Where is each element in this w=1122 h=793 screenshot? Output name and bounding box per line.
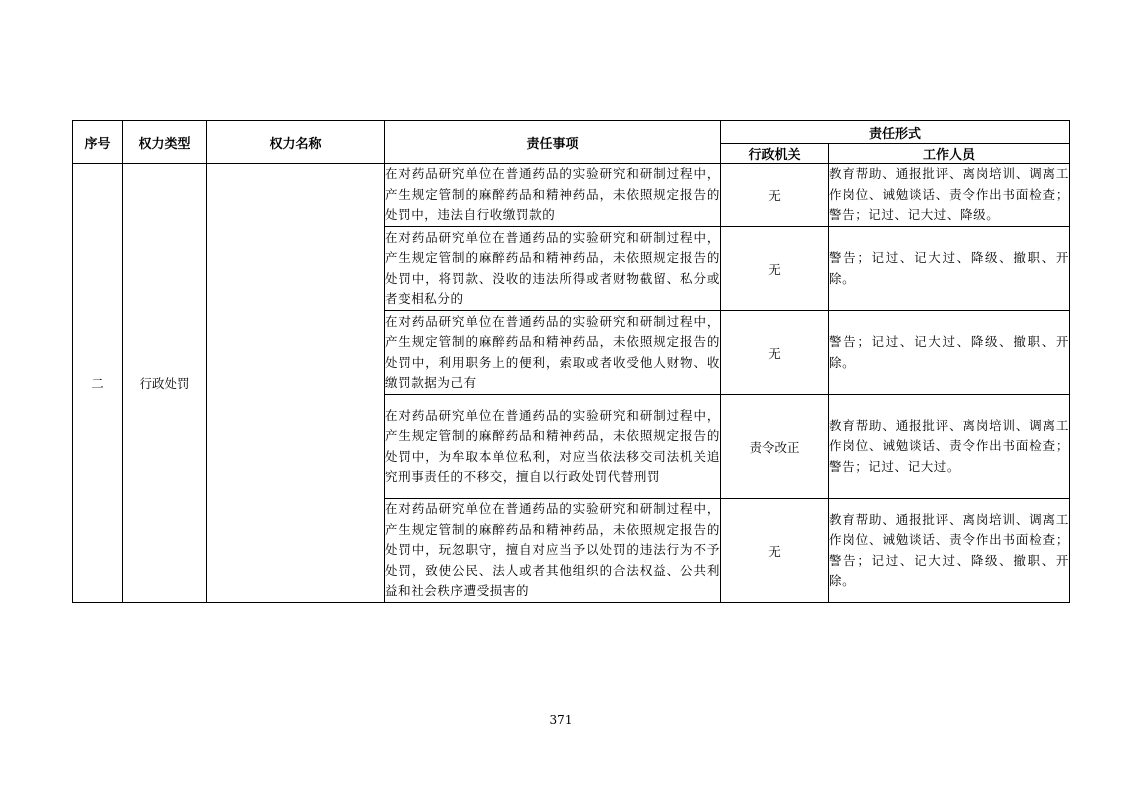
header-matter: 责任事项 [385, 121, 721, 164]
agency-cell: 无 [721, 311, 829, 395]
group-seq: 二 [73, 164, 123, 603]
header-agency: 行政机关 [721, 144, 829, 164]
personnel-cell: 警告；记过、记大过、降级、撤职、开除。 [829, 311, 1070, 395]
agency-cell: 责令改正 [721, 395, 829, 499]
page-number: 371 [549, 713, 573, 727]
header-power-name: 权力名称 [207, 121, 385, 164]
header-personnel: 工作人员 [829, 144, 1070, 164]
table-row [73, 164, 1070, 227]
header-row [73, 121, 1070, 144]
personnel-cell: 教育帮助、通报批评、离岗培训、调离工作岗位、诫勉谈话、责令作出书面检查；警告；记过、记大过。 [829, 395, 1070, 499]
group-power-type: 行政处罚 [123, 164, 207, 603]
responsibility-table [72, 120, 1070, 603]
matter-cell: 在对药品研究单位在普通药品的实验研究和研制过程中，产生规定管制的麻醉药品和精神药品，未依照规定报告的处罚中，利用职务上的便利，索取或者收受他人财物、收缴罚款据为己有 [385, 311, 721, 395]
agency-cell: 无 [721, 164, 829, 227]
header-seq: 序号 [73, 121, 123, 164]
header-power-type: 权力类型 [123, 121, 207, 164]
personnel-cell: 警告；记过、记大过、降级、撤职、开除。 [829, 227, 1070, 311]
matter-cell: 在对药品研究单位在普通药品的实验研究和研制过程中，产生规定管制的麻醉药品和精神药品，未依照规定报告的处罚中，违法自行收缴罚款的 [385, 164, 721, 227]
personnel-cell: 教育帮助、通报批评、离岗培训、调离工作岗位、诫勉谈话、责令作出书面检查；警告；记过、记大过、降级、撤职、开除。 [829, 499, 1070, 603]
matter-cell: 在对药品研究单位在普通药品的实验研究和研制过程中，产生规定管制的麻醉药品和精神药品，未依照规定报告的处罚中，玩忽职守，擅自对应当予以处罚的违法行为不予处罚，致使公民、法人或者其他组织的合法权益、公共利益和社会秩序遭受损害的 [385, 499, 721, 603]
personnel-cell: 教育帮助、通报批评、离岗培训、调离工作岗位、诫勉谈话、责令作出书面检查；警告；记过、记大过、降级。 [829, 164, 1070, 227]
agency-cell: 无 [721, 499, 829, 603]
group-power-name [207, 164, 385, 603]
matter-cell: 在对药品研究单位在普通药品的实验研究和研制过程中，产生规定管制的麻醉药品和精神药品，未依照规定报告的处罚中，将罚款、没收的违法所得或者财物截留、私分或者变相私分的 [385, 227, 721, 311]
agency-cell: 无 [721, 227, 829, 311]
matter-cell: 在对药品研究单位在普通药品的实验研究和研制过程中，产生规定管制的麻醉药品和精神药品，未依照规定报告的处罚中，为牟取本单位私利，对应当依法移交司法机关追究刑事责任的不移交，擅自以行政处罚代替刑罚 [385, 395, 721, 499]
header-responsibility-form: 责任形式 [721, 121, 1070, 144]
